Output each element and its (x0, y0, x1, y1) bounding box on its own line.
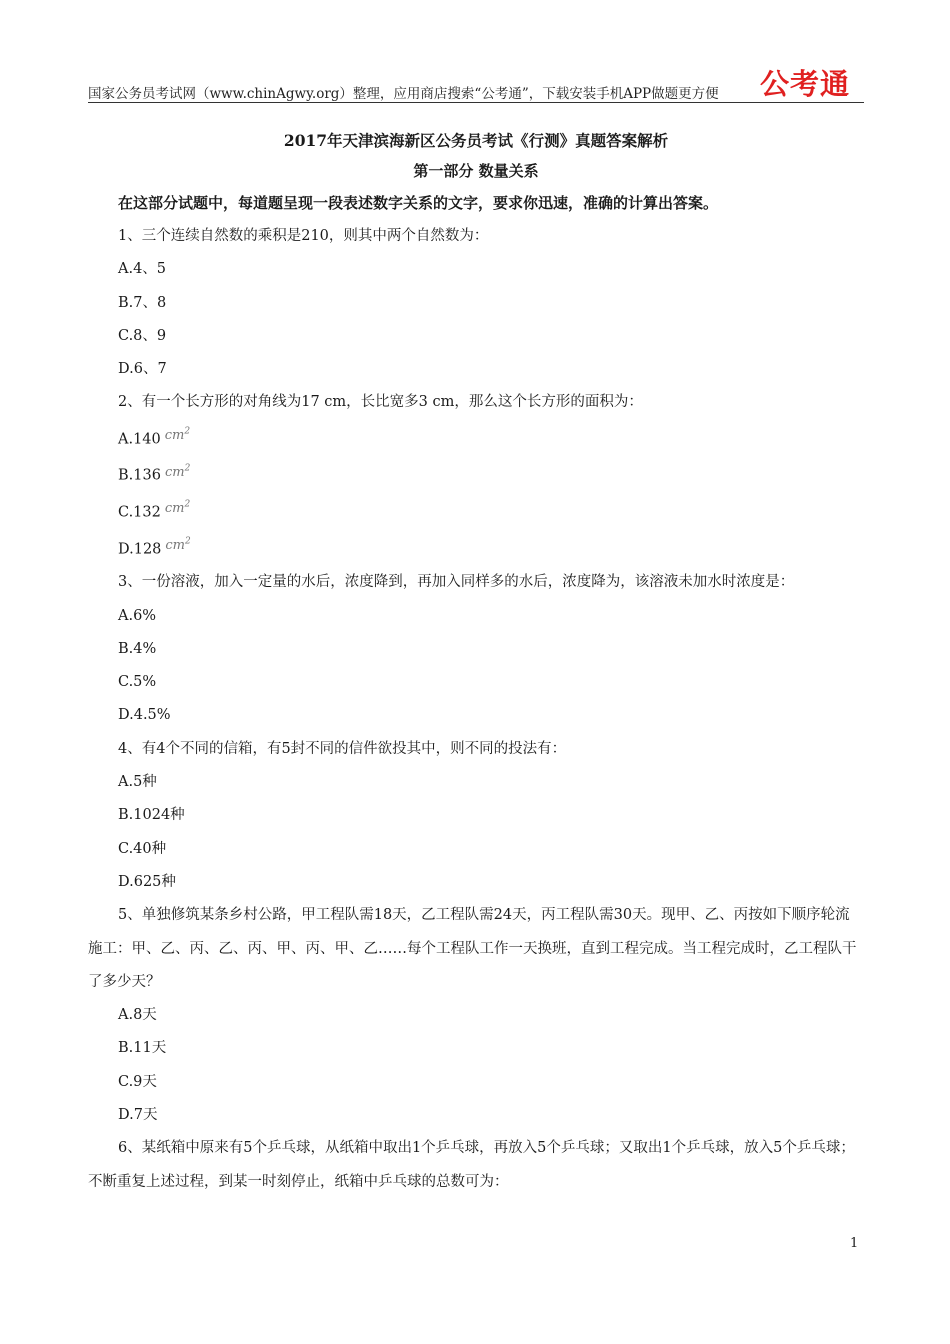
unit-label: $cm^2$ (164, 500, 191, 517)
option-d (88, 530, 864, 567)
question-4 (88, 733, 864, 899)
gongkaotong-logo: 公考通 (759, 67, 850, 101)
option-d: D.6、7 (118, 361, 167, 378)
question-2 (88, 386, 864, 566)
question-stem: 3、一份溶液，加入一定量的水后，浓度降到，再加入同样多的水后，浓度降为，该溶液未加水时浓度是： (118, 574, 795, 591)
option-a-value: A.140 (118, 431, 161, 448)
question-3 (88, 566, 864, 732)
option-b: B.11天 (118, 1040, 167, 1057)
question-stem: 2、有一个长方形的对角线为17 cm，长比宽多3 cm，那么这个长方形的面积为： (118, 394, 643, 411)
question-stem: 6、某纸箱中原来有5个乒乓球，从纸箱中取出1个乒乓球，再放入5个乒乓球；又取出1个乒乓球，放入5个乒乓球；不断重复上述过程，到某一时刻停止，纸箱中乒乓球的总数可为： (88, 1140, 855, 1190)
option-b: B.1024种 (118, 807, 185, 824)
unit-label: $cm^2$ (164, 463, 191, 480)
option-d: D.4.5% (118, 707, 171, 724)
question-stem: 1、三个连续自然数的乘积是210，则其中两个自然数为： (118, 228, 489, 244)
option-d: D.625种 (118, 873, 176, 890)
option-a: A.4、5 (118, 261, 167, 278)
question-6 (88, 1132, 864, 1199)
document-body (88, 120, 864, 1199)
unit-label: $cm^2$ (164, 426, 191, 444)
option-c: C.5% (118, 674, 157, 691)
option-b (88, 456, 864, 493)
option-c: C.9天 (118, 1073, 157, 1090)
option-c (88, 493, 864, 530)
question-1 (88, 220, 864, 386)
option-c-value: C.132 (118, 504, 161, 521)
option-c: C.40种 (118, 840, 167, 857)
question-5 (88, 899, 864, 1132)
section-intro: 在这部分试题中，每道题呈现一段表述数字关系的文字，要求你迅速，准确的计算出答案。 (118, 194, 719, 212)
option-d: D.7天 (118, 1107, 158, 1124)
option-b: B.4% (118, 640, 157, 657)
option-b-value: B.136 (118, 467, 161, 484)
option-c: C.8、9 (118, 327, 167, 344)
document-title: 2017年天津滨海新区公务员考试《行测》真题答案解析 (283, 131, 669, 150)
header-text: 国家公务员考试网（www.chinAgwy.org）整理，应用商店搜索“公考通”，下载安装手机APP做题更方便 (88, 86, 719, 102)
option-a: A.5种 (118, 774, 157, 791)
page-header (88, 60, 864, 103)
option-a: A.8天 (118, 1007, 157, 1024)
unit-label: $cm^2$ (165, 536, 191, 553)
option-a (88, 420, 864, 457)
section-title: 第一部分 数量关系 (413, 162, 539, 180)
option-d-value: D.128 (118, 540, 162, 557)
question-stem: 4、有4个不同的信箱，有5封不同的信件欲投其中，则不同的投法有： (118, 740, 567, 757)
question-stem: 5、单独修筑某条乡村公路，甲工程队需18天，乙工程队需24天，丙工程队需30天。现甲、乙、丙按如下顺序轮流施工：甲、乙、丙、乙、丙、甲、丙、甲、乙……每个工程队工作一天换班，直到工程完成。当工程完成时，乙工程队干了多少天？ (88, 907, 857, 990)
page-number: 1 (850, 1236, 859, 1251)
option-a: A.6% (118, 607, 157, 624)
option-b: B.7、8 (118, 294, 167, 311)
